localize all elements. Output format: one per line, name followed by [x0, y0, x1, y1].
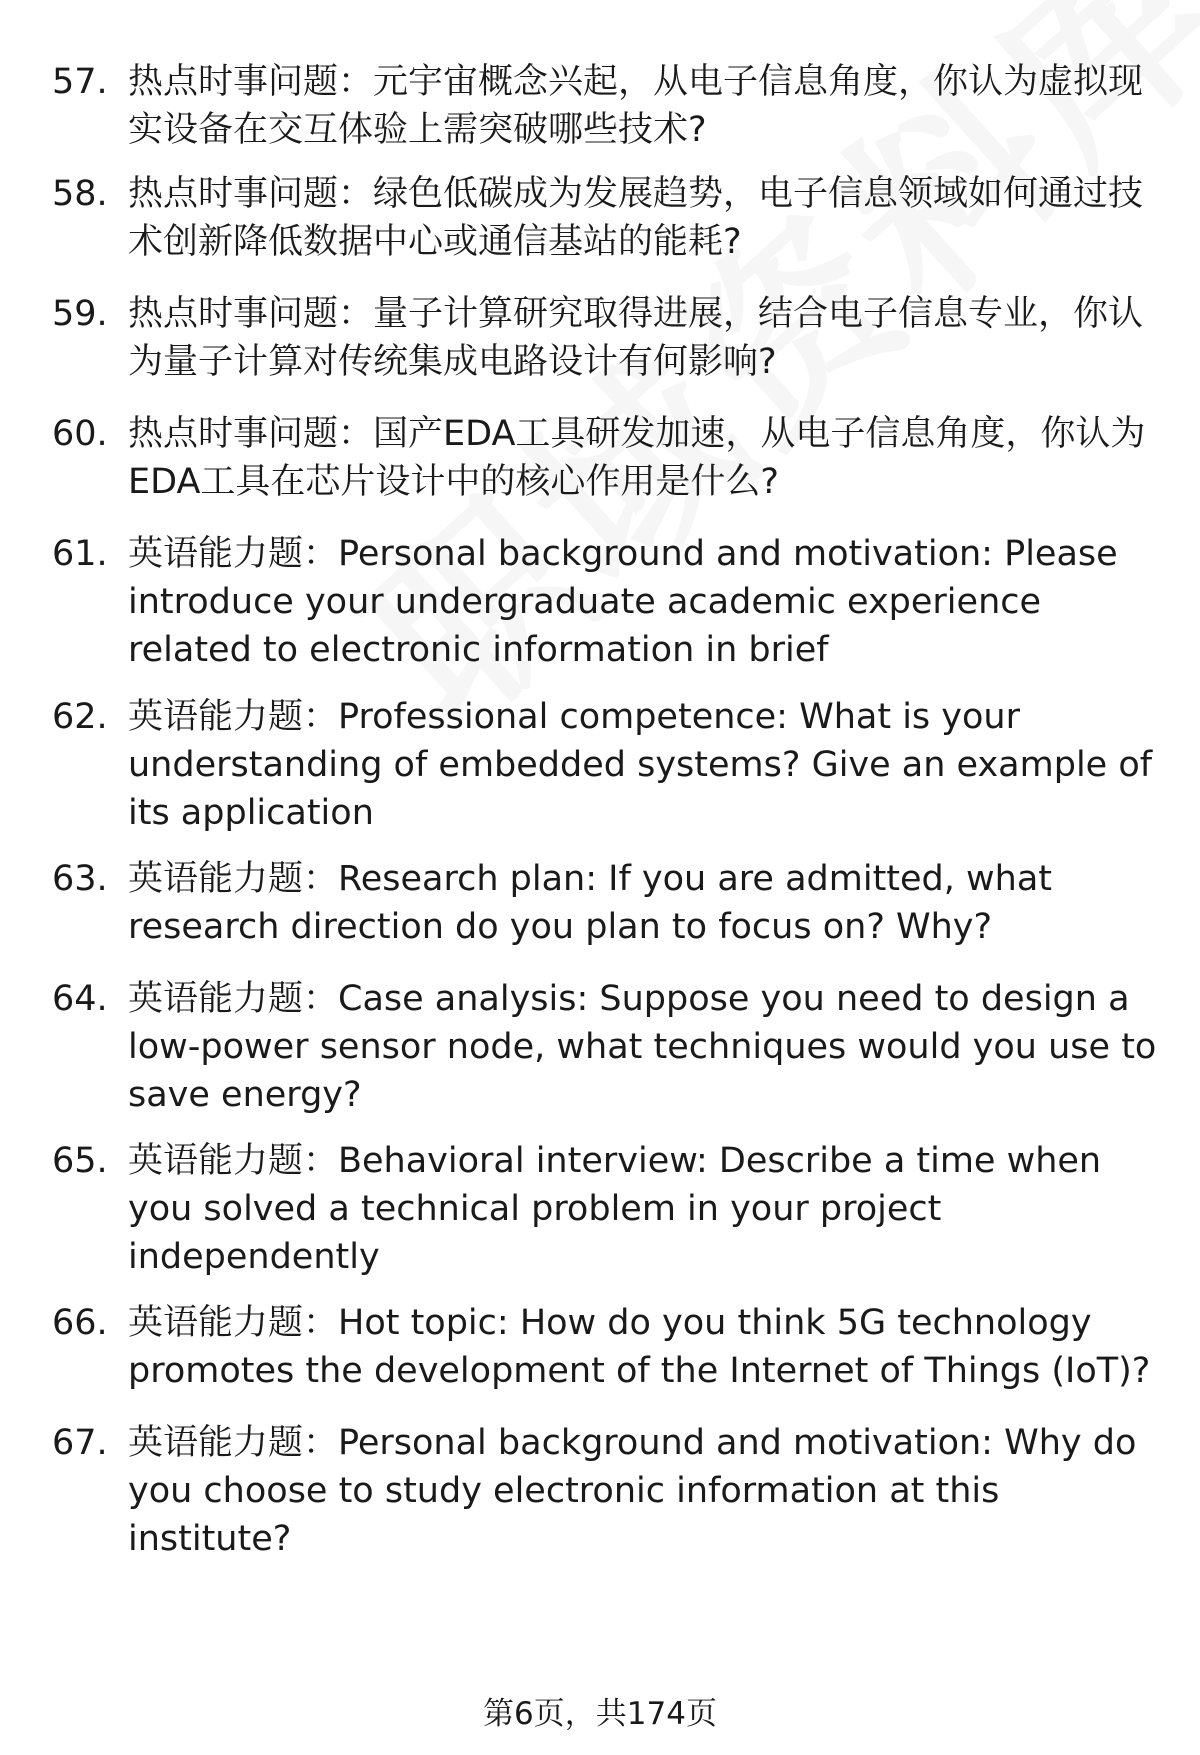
question-text: 热点时事问题：绿色低碳成为发展趋势，电子信息领域如何通过技术创新降低数据中心或通信基站的能耗? [128, 174, 1144, 262]
list-item [52, 693, 1162, 855]
question-text: 英语能力题：Professional competence: What is your understanding of embedded systems? Give an example of its application [128, 697, 1153, 833]
question-text: 英语能力题：Hot topic: How do you think 5G technology promotes the development of the Internet of Things (IoT)? [128, 1303, 1151, 1391]
question-text: 英语能力题：Research plan: If you are admitted, what research direction do you plan to focus on? Why? [128, 859, 1052, 947]
list-item [52, 855, 1162, 975]
list-item [52, 58, 1162, 170]
question-number: 63. [52, 859, 108, 899]
question-number: 60. [52, 414, 108, 454]
question-number: 57. [52, 62, 108, 102]
question-list [52, 58, 1162, 1559]
question-number: 62. [52, 697, 108, 737]
list-item [52, 1137, 1162, 1299]
question-text: 热点时事问题：量子计算研究取得进展，结合电子信息专业，你认为量子计算对传统集成电路设计有何影响? [128, 294, 1144, 382]
page-number-footer: 第6页，共174页 [483, 1696, 717, 1732]
list-item [52, 530, 1162, 693]
list-item [52, 170, 1162, 290]
question-number: 67. [52, 1423, 108, 1463]
list-item [52, 410, 1162, 530]
question-number: 65. [52, 1141, 108, 1181]
question-text: 英语能力题：Personal background and motivation: Please introduce your undergraduate academic experience related to electronic information in brief [128, 534, 1118, 670]
question-number: 64. [52, 979, 108, 1019]
list-item [52, 1299, 1162, 1419]
list-item [52, 1419, 1162, 1559]
question-number: 58. [52, 174, 108, 214]
question-text: 英语能力题：Personal background and motivation: Why do you choose to study electronic information at this institute? [128, 1423, 1137, 1559]
question-number: 66. [52, 1303, 108, 1343]
question-text: 热点时事问题：国产EDA工具研发加速，从电子信息角度，你认为EDA工具在芯片设计中的核心作用是什么? [128, 414, 1146, 502]
list-item [52, 290, 1162, 410]
question-number: 59. [52, 294, 108, 334]
question-text: 英语能力题：Case analysis: Suppose you need to design a low-power sensor node, what techniques would you use to save energy? [128, 979, 1157, 1115]
question-number: 61. [52, 534, 108, 574]
list-item [52, 975, 1162, 1137]
question-text: 英语能力题：Behavioral interview: Describe a time when you solved a technical problem in your project independently [128, 1141, 1102, 1277]
question-text: 热点时事问题：元宇宙概念兴起，从电子信息角度，你认为虚拟现实设备在交互体验上需突破哪些技术? [128, 62, 1144, 150]
